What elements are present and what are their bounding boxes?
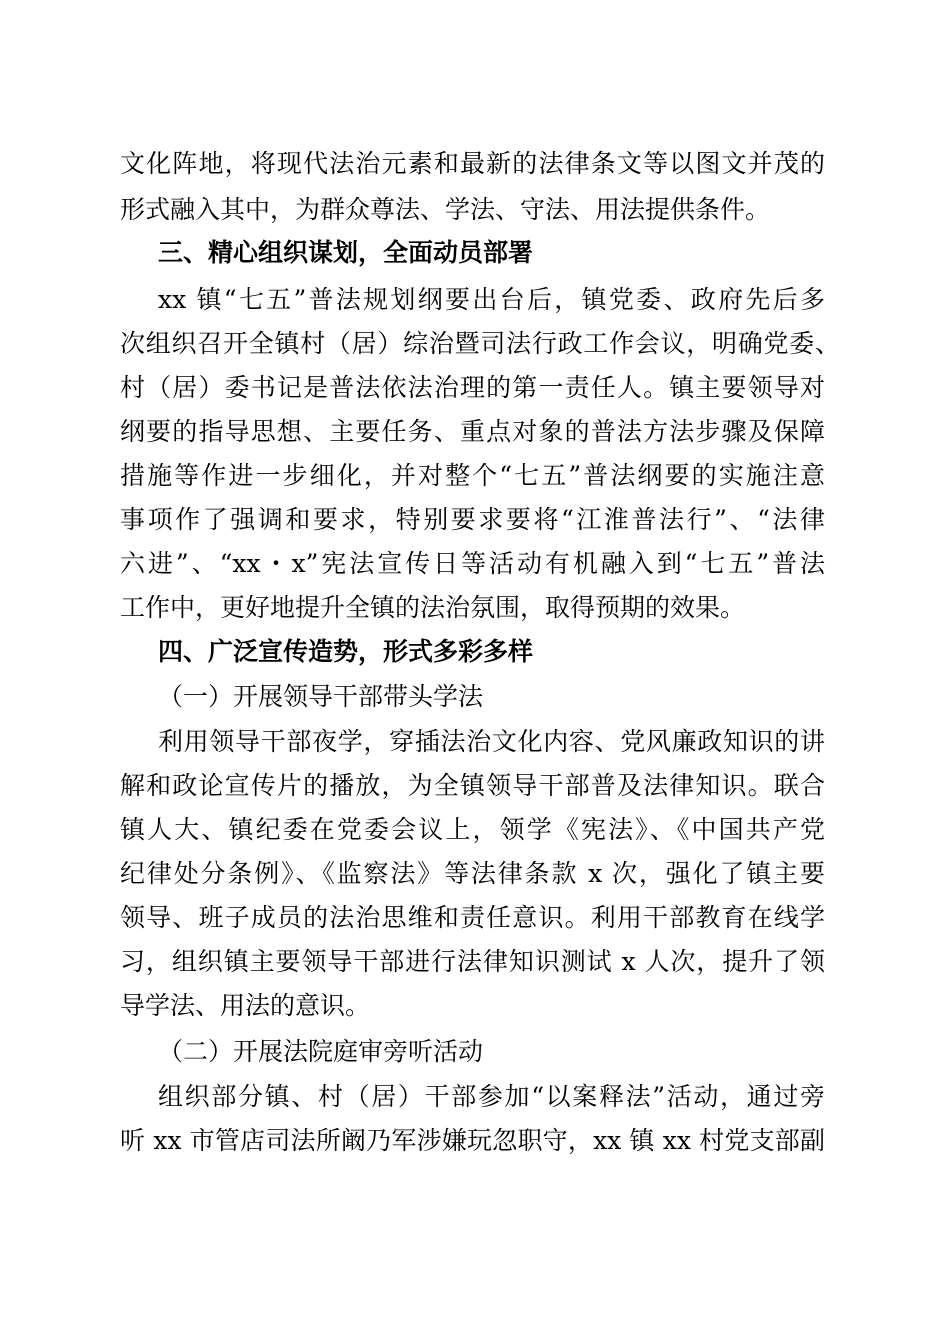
section-heading-4: 四、广泛宣传造势，形式多彩多样 — [158, 637, 534, 666]
section-heading-3: 三、精心组织谋划，全面动员部署 — [158, 238, 534, 267]
paragraph-line: 习，组织镇主要领导干部进行法律知识测试 x 人次，提升了领 — [120, 947, 825, 976]
paragraph-line: 次组织召开全镇村（居）综治暨司法行政工作会议，明确党委、 — [120, 329, 840, 358]
paragraph-line: 村（居）委书记是普法依法治理的第一责任人。镇主要领导对 — [120, 373, 825, 402]
paragraph-line: 形式融入其中，为群众尊法、学法、守法、用法提供条件。 — [120, 195, 771, 224]
paragraph-line: 措施等作进一步细化，并对整个“七五”普法纲要的实施注意 — [120, 461, 825, 490]
paragraph-line: 工作中，更好地提升全镇的法治氛围，取得预期的效果。 — [120, 593, 746, 622]
paragraph-line: 文化阵地，将现代法治元素和最新的法律条文等以图文并茂的 — [120, 149, 825, 178]
paragraph-line: 导学法、用法的意识。 — [120, 991, 371, 1020]
paragraph-line: 事项作了强调和要求，特别要求要将“江淮普法行”、“法律 — [120, 505, 825, 534]
paragraph-line: 听 xx 市管店司法所阚乃军涉嫌玩忽职守，xx 镇 xx 村党支部副 — [120, 1126, 825, 1155]
paragraph-line: 六进”、“xx・x”宪法宣传日等活动有机融入到“七五”普法 — [120, 549, 825, 578]
paragraph-line: 镇人大、镇纪委在党委会议上，领学《宪法》、《中国共产党 — [120, 815, 825, 844]
paragraph-line: xx 镇“七五”普法规划纲要出台后，镇党委、政府先后多 — [158, 285, 825, 314]
subsection-heading-1: （一）开展领导干部带头学法 — [158, 682, 484, 711]
paragraph-line: 纪律处分条例》、《监察法》等法律条款 x 次，强化了镇主要 — [120, 859, 825, 888]
subsection-heading-2: （二）开展法院庭审旁听活动 — [158, 1037, 484, 1066]
paragraph-line: 利用领导干部夜学，穿插法治文化内容、党风廉政知识的讲 — [158, 727, 825, 756]
paragraph-line: 解和政论宣传片的播放，为全镇领导干部普及法律知识。联合 — [120, 771, 825, 800]
paragraph-line: 纲要的指导思想、主要任务、重点对象的普法方法步骤及保障 — [120, 417, 825, 446]
paragraph-line: 领导、班子成员的法治思维和责任意识。利用干部教育在线学 — [120, 903, 825, 932]
paragraph-line: 组织部分镇、村（居）干部参加“以案释法”活动，通过旁 — [158, 1082, 825, 1111]
